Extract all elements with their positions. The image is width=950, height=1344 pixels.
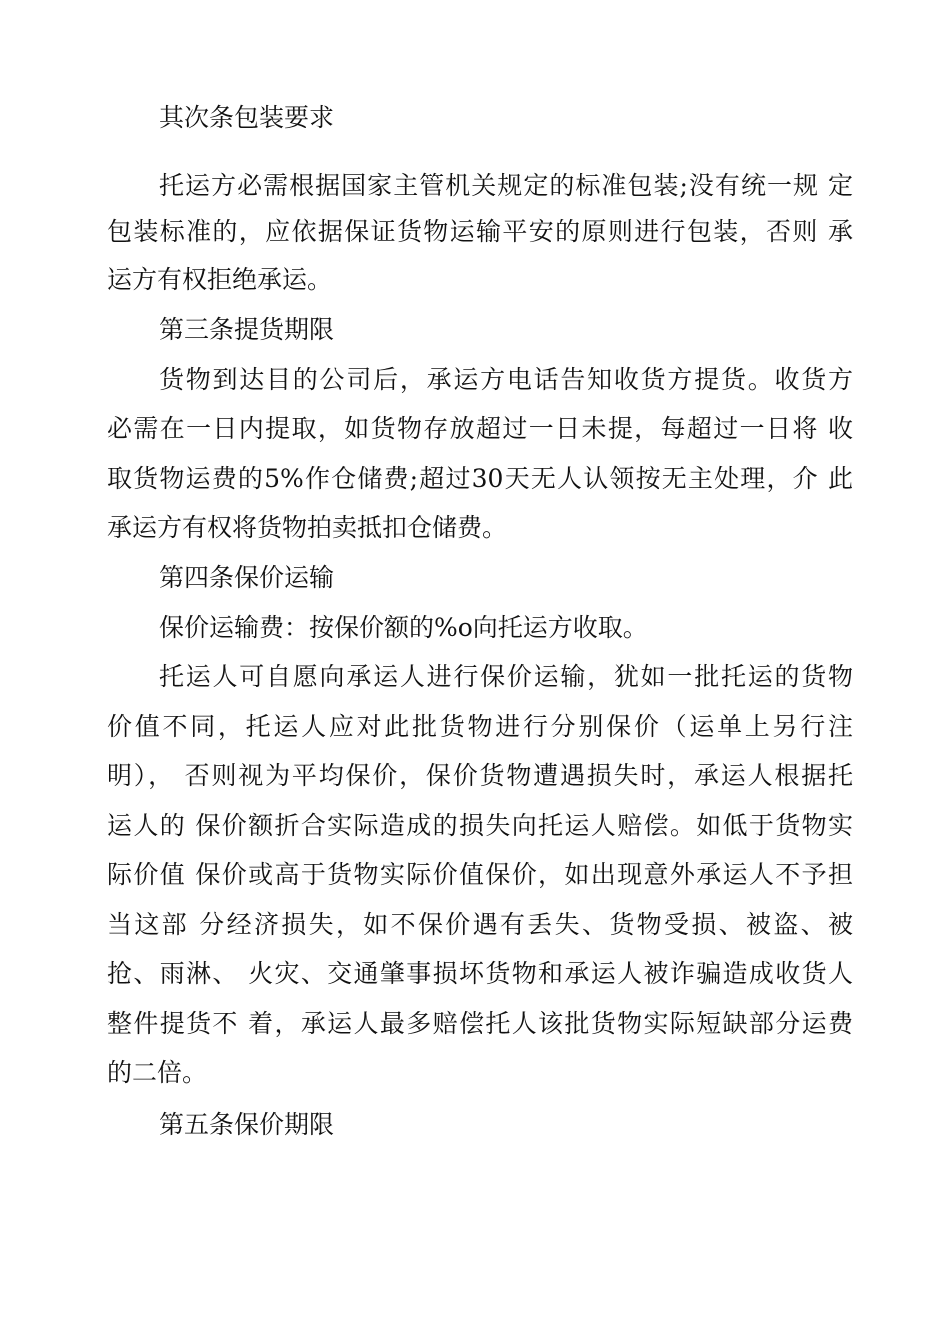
heading-article-3: 第三条提货期限	[159, 315, 335, 344]
paragraph-line: 保价运输费：按保价额的%o向托运方收取。	[159, 613, 648, 642]
paragraph-line: 当这部 分经济损失，如不保价遇有丢失、货物受损、被盗、被	[107, 910, 853, 939]
paragraph-line: 价值不同，托运人应对此批货物进行分别保价（运单上另行注	[107, 712, 853, 741]
heading-article-2: 其次条包装要求	[159, 103, 335, 132]
heading-article-4: 第四条保价运输	[159, 563, 335, 592]
paragraph-line: 托运人可自愿向承运人进行保价运输，犹如一批托运的货物	[159, 662, 853, 691]
paragraph-line: 整件提货不 着，承运人最多赔偿托人该批货物实际短缺部分运费	[107, 1009, 853, 1038]
paragraph-line: 必需在一日内提取，如货物存放超过一日未提，每超过一日将 收	[107, 414, 853, 443]
paragraph-line: 包装标准的，应依据保证货物运输平安的原则进行包装，否则 承	[107, 217, 853, 246]
paragraph-line: 取货物运费的5%作仓储费;超过30天无人认领按无主处理，介 此	[107, 464, 853, 493]
paragraph-line: 货物到达目的公司后，承运方电话告知收货方提货。收货方	[159, 365, 853, 394]
paragraph-line: 承运方有权将货物拍卖抵扣仓储费。	[107, 513, 508, 542]
paragraph-line: 运方有权拒绝承运。	[107, 265, 333, 294]
paragraph-line: 明）， 否则视为平均保价，保价货物遭遇损失时，承运人根据托	[107, 761, 853, 790]
paragraph-line: 际价值 保价或高于货物实际价值保价，如出现意外承运人不予担	[107, 860, 853, 889]
paragraph-line: 的二倍。	[107, 1058, 208, 1087]
paragraph-line: 托运方必需根据国家主管机关规定的标准包装;没有统一规 定	[159, 171, 853, 200]
paragraph-line: 抢、雨淋、 火灾、交通肇事损坏货物和承运人被诈骗造成收货人	[107, 959, 853, 988]
paragraph-line: 运人的 保价额折合实际造成的损失向托运人赔偿。如低于货物实	[107, 811, 853, 840]
heading-article-5: 第五条保价期限	[159, 1110, 335, 1139]
